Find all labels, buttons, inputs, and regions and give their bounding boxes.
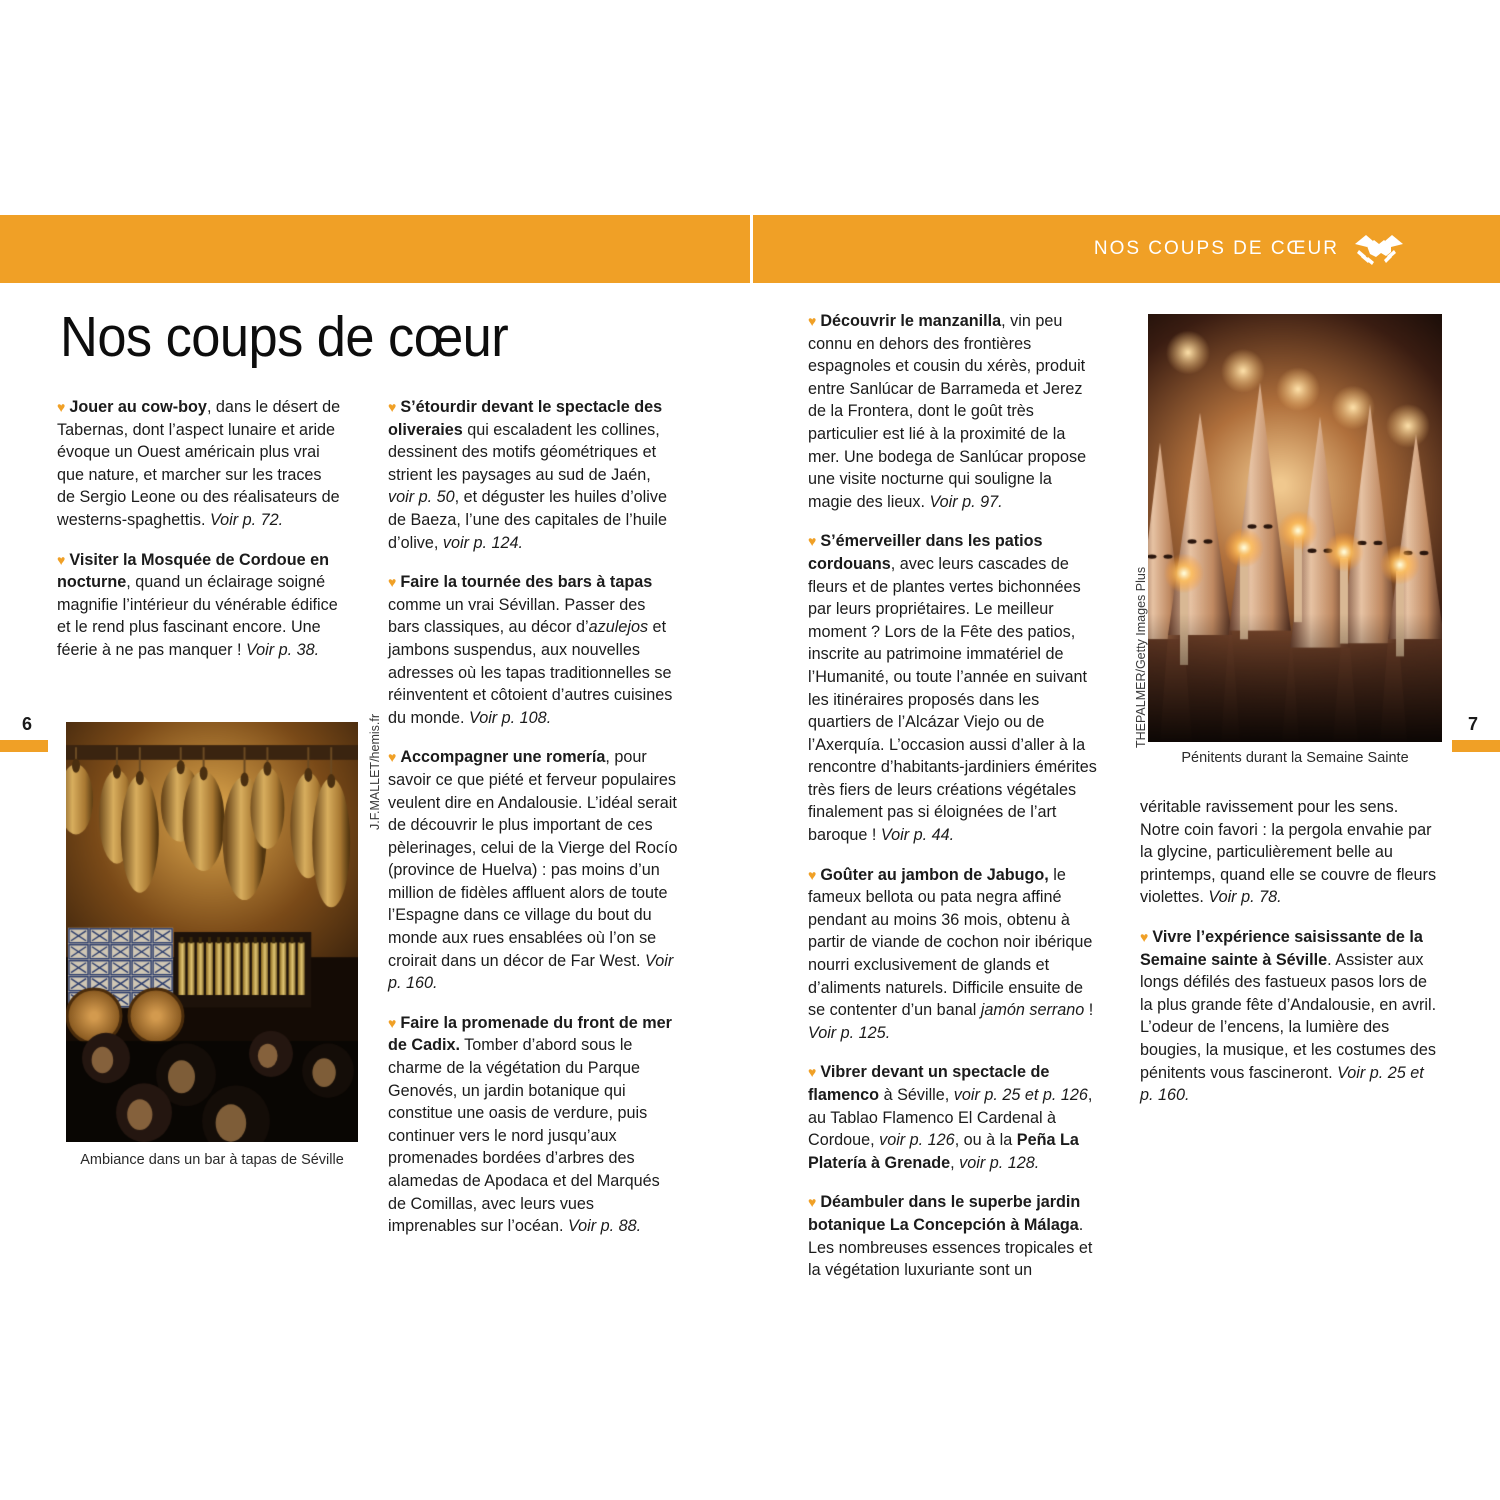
- entry-body: , pour savoir ce que piété et ferveur populaires veulent dire en Andalousie. L’idéal serait de découvrir le plus important de ces pèlerinages, celui de la Vierge del Rocío (province de Huelva) : pas moins d’un million de fidèles affluent alors de toute l’Espagne dans ce village du bout du monde aux rues ensablées où l’on se croirait dans un décor de Far West.: [388, 748, 678, 970]
- entry-ref: Voir p. 88.: [567, 1217, 642, 1236]
- entry-cowboy: [57, 396, 343, 532]
- heart-bullet-icon: ♥: [808, 1194, 817, 1211]
- photo-credit-tapas: J.F.MALLET/hemis.fr: [368, 714, 382, 830]
- heart-bullet-icon: ♥: [808, 1064, 817, 1081]
- entry-ref: Voir p. 25 et p. 160.: [1140, 1063, 1424, 1105]
- entry-oliveraies: [388, 396, 679, 554]
- entry-emphasis: azulejos: [588, 618, 649, 637]
- entry-cadix: [388, 1012, 679, 1238]
- header-band-left-page: [0, 215, 752, 283]
- entry-body: le fameux bellota ou pata negra affiné pendant au moins 36 mois, obtenu à partir de viande de cochon noir ibérique nourri exclusivement de glands et d’aliments naturels. Difficile ensuite de se contenter d’un banal: [808, 865, 1093, 1020]
- entry-lead: Goûter au jambon de Jabugo,: [820, 865, 1049, 884]
- heart-bullet-icon: ♥: [808, 533, 817, 550]
- entry-patios-cordouans: [808, 530, 1100, 846]
- handshake-icon: [1353, 232, 1405, 266]
- entry-emphasis: jamón serrano: [980, 1001, 1085, 1020]
- entry-body: à Séville,: [879, 1086, 954, 1104]
- entry-ref-2: voir p. 124.: [442, 533, 523, 552]
- entry-body-2: et jambons suspendus, aux nouvelles adresses où les tapas traditionnelles se réinventent et côtoient d’autres cuisines du monde.: [388, 618, 673, 727]
- entry-jardin-concepcion: [808, 1191, 1100, 1281]
- text-column-1: [57, 396, 343, 662]
- page-marker-right: [1452, 740, 1500, 752]
- heart-bullet-icon: ♥: [57, 399, 66, 415]
- entry-body: , vin peu connu en dehors des frontières espagnoles et cousin du xérès, produit entre Sanlúcar de Barrameda et Jerez de la Frontera, dont le goût très particulier est lié à la proximité de la mer. Une bodega de Sanlúcar propose une visite nocturne qui souligne la magie des lieux.: [808, 312, 1087, 511]
- page-number-left: 6: [22, 714, 33, 734]
- text-column-2: [388, 396, 679, 1238]
- running-head-label: NOS COUPS DE CŒUR: [1093, 238, 1339, 259]
- entry-ref: voir p. 50: [388, 488, 455, 507]
- entry-body-2: , au Tablao Flamenco El Cardenal à Cordoue,: [808, 1086, 1093, 1150]
- photo-caption-tapas: Ambiance dans un bar à tapas de Séville: [80, 1152, 344, 1168]
- entry-lead: Faire la tournée des bars à tapas: [400, 573, 653, 592]
- entry-ref: Voir p. 44.: [880, 826, 955, 845]
- photo-tapas-bar: [66, 722, 358, 1142]
- entry-romeria: [388, 746, 679, 995]
- entry-lead: Accompagner une romería: [400, 748, 606, 767]
- entry-ref: voir p. 25 et p. 126: [953, 1086, 1088, 1104]
- entry-semaine-sainte: [1140, 926, 1440, 1107]
- entry-lead: Découvrir le manzanilla: [820, 312, 1002, 330]
- entry-body: . Les nombreuses essences tropicales et la végétation luxuriante sont un: [808, 1215, 1093, 1280]
- entry-manzanilla: [808, 310, 1100, 513]
- entry-body: . Assister aux longs défilés des fastueux pasos lors de la plus grande fête d’Andalousie, en avril. L’odeur de l’encens, la lumière des bougies, la musique, et les costumes des pénitents vous fascineront.: [1140, 950, 1437, 1082]
- heart-bullet-icon: ♥: [808, 313, 817, 329]
- entry-ref: Voir p. 160.: [388, 951, 674, 993]
- entry-body: qui escaladent les collines, dessinent des motifs géométriques et strient les paysages au sud de Jaén,: [388, 420, 660, 484]
- entry-lead: S’étourdir devant le spectacle des oliveraies: [388, 398, 663, 439]
- heart-bullet-icon: ♥: [388, 749, 397, 766]
- heart-bullet-icon: ♥: [388, 574, 397, 591]
- entry-body: véritable ravissement pour les sens. Notre coin favori : la pergola envahie par la glycine, particulièrement belle au printemps, quand elle se couvre de fleurs violettes.: [1140, 798, 1437, 907]
- photo-penitents: [1148, 314, 1442, 742]
- heart-bullet-icon: ♥: [388, 399, 397, 415]
- entry-ref: Voir p. 78.: [1208, 888, 1282, 907]
- heart-bullet-icon: ♥: [57, 551, 66, 568]
- entry-lead: Visiter la Mosquée de Cordoue en nocturne: [57, 550, 329, 592]
- entry-body-3: , ou à la: [954, 1131, 1017, 1150]
- entry-ref-2: voir p. 126: [879, 1131, 955, 1150]
- entry-flamenco: [808, 1061, 1100, 1174]
- text-column-4: [1140, 796, 1440, 1107]
- entry-lead: Faire la promenade du front de mer de Cadix.: [388, 1013, 672, 1055]
- entry-bars-tapas: [388, 571, 679, 729]
- entry-body: , dans le désert de Tabernas, dont l’aspect lunaire et aride évoque un Ouest américain plus vrai que nature, et marcher sur les traces de Sergio Leone ou des réalisateurs de westerns-spaghettis.: [57, 398, 341, 529]
- entry-jardin-concepcion-continued: [1140, 796, 1440, 909]
- entry-body: comme un vrai Sévillan. Passer des bars classiques, au décor d’: [388, 595, 646, 637]
- photo-credit-penitents: THEPALMER/Getty Images Plus: [1134, 566, 1148, 748]
- entry-ref: Voir p. 72.: [209, 510, 284, 529]
- entry-body: Tomber d’abord sous le charme de la végétation du Parque Genovés, un jardin botanique qui constitue une oasis de verdure, puis continuer vers le nord jusqu’aux promenades bordées d’arbres des alamedas de Apodaca et del Marqués de Comillas, avec leurs vues imprenables sur l’océan.: [388, 1036, 660, 1236]
- entry-ref: Voir p. 97.: [929, 492, 1003, 511]
- entry-mosquee-cordoue: [57, 549, 343, 662]
- running-head: [1094, 215, 1405, 283]
- entry-body-4: ,: [950, 1153, 960, 1172]
- entry-body: , quand un éclairage soigné magnifie l’intérieur du vénérable édifice et le rend plus fascinant encore. Une féerie à ne pas manquer !: [57, 573, 338, 659]
- entry-lead: Jouer au cow-boy: [69, 398, 207, 416]
- entry-body-2: , et déguster les huiles d’olive de Baeza, l’une des capitales de l’huile d’olive,: [388, 488, 667, 552]
- page-marker-left: [0, 740, 48, 752]
- entry-lead: Vibrer devant un spectacle de flamenco: [808, 1063, 1050, 1104]
- entry-jambon-jabugo: [808, 864, 1100, 1045]
- entry-ref: Voir p. 38.: [245, 640, 320, 659]
- entry-lead: S’émerveiller dans les patios cordouans: [808, 532, 1043, 573]
- entry-lead-2: Peña La Platería à Grenade: [808, 1131, 1079, 1172]
- photo-caption-penitents: Pénitents durant la Semaine Sainte: [1181, 750, 1409, 766]
- page-number-right: 7: [1467, 714, 1478, 734]
- entry-lead: Déambuler dans le superbe jardin botanique La Concepción à Málaga: [808, 1193, 1081, 1234]
- entry-ref-3: voir p. 128.: [959, 1153, 1040, 1172]
- text-column-3: [808, 310, 1100, 1282]
- page-title: Nos coups de cœur: [60, 305, 509, 369]
- entry-ref: Voir p. 108.: [469, 708, 552, 727]
- entry-lead: Vivre l’expérience saisissante de la Semaine sainte à Séville: [1140, 927, 1423, 969]
- entry-ref: Voir p. 125.: [808, 1023, 891, 1042]
- heart-bullet-icon: ♥: [388, 1014, 397, 1031]
- entry-body-2: !: [1084, 1001, 1094, 1020]
- header-band-divider: [750, 215, 753, 283]
- heart-bullet-icon: ♥: [1140, 928, 1149, 945]
- heart-bullet-icon: ♥: [808, 866, 817, 883]
- entry-body: , avec leurs cascades de fleurs et de plantes vertes bichonnées par leurs propriétaires. Le meilleur moment ? Lors de la Fête des patios, inscrite au patrimoine immatériel de l’Humanité, ou toute l’année en suivant les itinéraires proposés dans les quartiers de l’Alcázar Viejo ou de l’Axerquía. L’occasion aussi d’aller à la rencontre d’habitants-jardiniers émérites très fiers de leurs créations végétales finalement pas si éloignées de l’art baroque !: [808, 554, 1097, 845]
